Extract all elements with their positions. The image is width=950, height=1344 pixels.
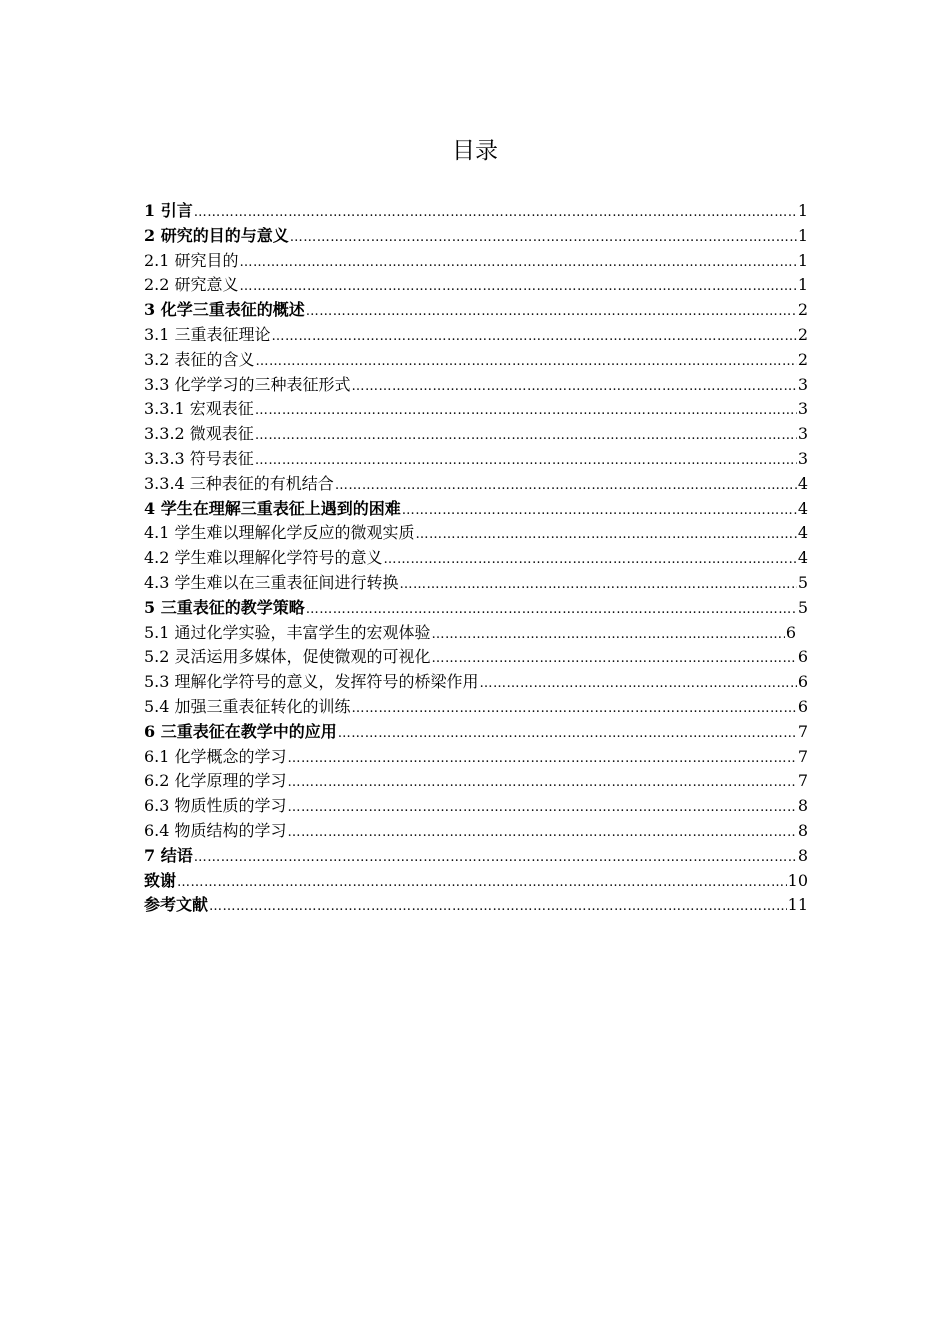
- toc-leader-dots: [177, 871, 787, 896]
- toc-entry[interactable]: [144, 794, 808, 819]
- toc-entry[interactable]: [144, 571, 808, 596]
- toc-entry[interactable]: [144, 695, 808, 720]
- toc-entry[interactable]: [144, 893, 808, 918]
- toc-entry-page-number: 2: [797, 349, 808, 369]
- toc-entry-label: 3 化学三重表征的概述: [144, 300, 305, 320]
- toc-entry-page-number: 3: [797, 448, 808, 468]
- toc-entry-label: 6.2 化学原理的学习: [144, 771, 287, 791]
- toc-entry[interactable]: [144, 546, 808, 571]
- toc-entry[interactable]: [144, 521, 808, 546]
- toc-entry-label: 6.3 物质性质的学习: [144, 796, 287, 816]
- toc-entry[interactable]: [144, 249, 808, 274]
- toc-entry-page-number: 1: [797, 250, 808, 270]
- toc-entry-label: 3.3 化学学习的三种表征形式: [144, 374, 351, 394]
- toc-entry[interactable]: [144, 373, 808, 398]
- toc-entry-label: 4.3 学生难以在三重表征间进行转换: [144, 572, 399, 592]
- toc-leader-dots: [240, 251, 797, 276]
- toc-entry-page-number: 6: [785, 622, 796, 642]
- toc-entry-label: 参考文献: [144, 895, 209, 915]
- toc-entry-label: 5.2 灵活运用多媒体，促使微观的可视化: [144, 647, 431, 667]
- table-of-contents: [144, 199, 808, 918]
- toc-leader-dots: [335, 474, 797, 499]
- toc-leader-dots: [288, 747, 797, 772]
- toc-entry-page-number: 1: [797, 201, 808, 220]
- toc-entry[interactable]: [144, 472, 808, 497]
- toc-entry-page-number: 3: [797, 374, 808, 394]
- toc-leader-dots: [416, 523, 797, 548]
- toc-entry-page-number: 4: [797, 548, 808, 568]
- toc-leader-dots: [194, 846, 797, 871]
- toc-leader-dots: [288, 796, 797, 821]
- toc-entry-label: 3.3.4 三种表征的有机结合: [144, 473, 334, 493]
- toc-entry[interactable]: [144, 769, 808, 794]
- toc-entry[interactable]: [144, 645, 808, 670]
- toc-leader-dots: [432, 623, 785, 648]
- toc-entry[interactable]: [144, 348, 808, 373]
- toc-entry-page-number: 7: [797, 746, 808, 766]
- toc-entry[interactable]: [144, 422, 808, 447]
- toc-entry[interactable]: [144, 819, 808, 844]
- toc-entry-page-number: 7: [797, 721, 808, 741]
- toc-entry-page-number: 8: [797, 820, 808, 840]
- toc-entry-label: 1 引言: [144, 201, 193, 220]
- toc-entry[interactable]: [144, 298, 808, 323]
- toc-entry-page-number: 6: [797, 696, 808, 716]
- toc-leader-dots: [400, 573, 797, 598]
- toc-entry-page-number: 5: [797, 597, 808, 617]
- toc-entry-label: 6.4 物质结构的学习: [144, 820, 287, 840]
- toc-leader-dots: [402, 499, 797, 524]
- toc-leader-dots: [384, 548, 797, 573]
- toc-entry-label: 5.1 通过化学实验，丰富学生的宏观体验: [144, 622, 431, 642]
- toc-entry-label: 3.3.2 微观表征: [144, 424, 254, 444]
- toc-entry[interactable]: [144, 621, 796, 646]
- toc-entry-label: 致谢: [144, 870, 177, 890]
- toc-entry-label: 6 三重表征在教学中的应用: [144, 721, 337, 741]
- toc-leader-dots: [255, 399, 797, 424]
- toc-entry[interactable]: [144, 323, 808, 348]
- toc-leader-dots: [352, 375, 797, 400]
- toc-entry-label: 6.1 化学概念的学习: [144, 746, 287, 766]
- toc-entry-page-number: 4: [797, 498, 808, 518]
- toc-entry-page-number: 1: [797, 275, 808, 295]
- toc-entry-page-number: 6: [797, 647, 808, 667]
- toc-entry[interactable]: [144, 199, 808, 224]
- toc-entry-page-number: 11: [787, 895, 808, 915]
- toc-entry[interactable]: [144, 447, 808, 472]
- toc-entry-label: 4.2 学生难以理解化学符号的意义: [144, 548, 383, 568]
- toc-entry-page-number: 8: [797, 845, 808, 865]
- toc-leader-dots: [288, 821, 797, 846]
- toc-leader-dots: [255, 424, 797, 449]
- toc-leader-dots: [255, 449, 797, 474]
- toc-entry-page-number: 2: [797, 324, 808, 344]
- toc-entry-label: 2.2 研究意义: [144, 275, 239, 295]
- toc-entry[interactable]: [144, 745, 808, 770]
- toc-entry-label: 3.3.3 符号表征: [144, 448, 254, 468]
- toc-entry-label: 2 研究的目的与意义: [144, 225, 289, 245]
- toc-entry[interactable]: [144, 224, 808, 249]
- toc-leader-dots: [338, 722, 797, 747]
- toc-leader-dots: [256, 350, 797, 375]
- toc-entry[interactable]: [144, 720, 808, 745]
- toc-entry-page-number: 10: [787, 870, 808, 890]
- toc-entry-label: 5 三重表征的教学策略: [144, 597, 305, 617]
- toc-entry-page-number: 2: [797, 300, 808, 320]
- toc-leader-dots: [209, 895, 787, 920]
- toc-entry-label: 4.1 学生难以理解化学反应的微观实质: [144, 523, 415, 543]
- toc-entry-page-number: 6: [797, 672, 808, 692]
- toc-entry-label: 5.4 加强三重表征转化的训练: [144, 696, 351, 716]
- page-title: 目录: [452, 138, 498, 164]
- toc-leader-dots: [194, 201, 797, 226]
- toc-entry[interactable]: [144, 670, 808, 695]
- toc-entry[interactable]: [144, 596, 808, 621]
- toc-leader-dots: [306, 300, 797, 325]
- toc-leader-dots: [290, 226, 797, 251]
- toc-entry[interactable]: [144, 273, 808, 298]
- toc-entry-label: 4 学生在理解三重表征上遇到的困难: [144, 498, 401, 518]
- toc-entry[interactable]: [144, 397, 808, 422]
- toc-leader-dots: [306, 598, 797, 623]
- toc-entry[interactable]: [144, 844, 808, 869]
- toc-entry-label: 3.2 表征的含义: [144, 349, 255, 369]
- toc-entry-page-number: 7: [797, 771, 808, 791]
- toc-entry-label: 5.3 理解化学符号的意义，发挥符号的桥梁作用: [144, 672, 479, 692]
- toc-entry-page-number: 3: [797, 399, 808, 419]
- toc-leader-dots: [480, 672, 797, 697]
- toc-leader-dots: [432, 647, 797, 672]
- toc-entry[interactable]: [144, 497, 808, 522]
- toc-entry-page-number: 4: [797, 523, 808, 543]
- toc-entry-page-number: 8: [797, 796, 808, 816]
- toc-entry-page-number: 1: [797, 225, 808, 245]
- toc-leader-dots: [288, 771, 797, 796]
- toc-entry-label: 3.3.1 宏观表征: [144, 399, 254, 419]
- toc-entry-page-number: 5: [797, 572, 808, 592]
- toc-entry[interactable]: [144, 869, 808, 894]
- toc-entry-label: 7 结语: [144, 845, 193, 865]
- toc-entry-label: 2.1 研究目的: [144, 250, 239, 270]
- toc-entry-label: 3.1 三重表征理论: [144, 324, 271, 344]
- toc-entry-page-number: 4: [797, 473, 808, 493]
- toc-leader-dots: [352, 697, 797, 722]
- toc-leader-dots: [272, 325, 797, 350]
- toc-entry-page-number: 3: [797, 424, 808, 444]
- toc-leader-dots: [240, 275, 797, 300]
